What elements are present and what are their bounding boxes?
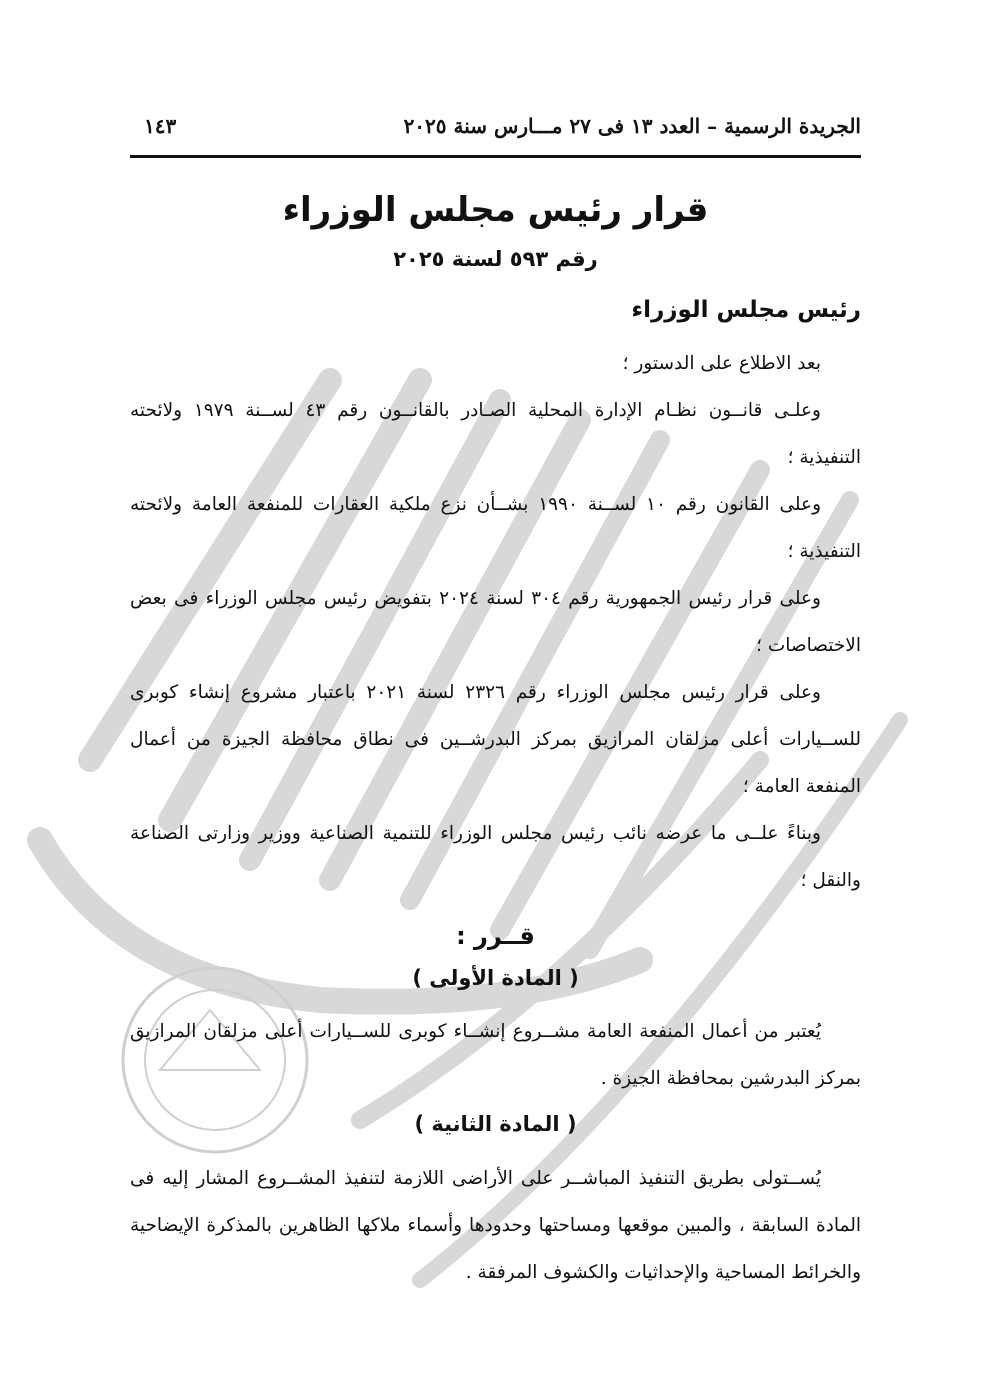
- preamble-paragraph: وعلى قرار رئيس الجمهورية رقم ٣٠٤ لسنة ٢٠٢٤ بتفويض رئيس مجلس الوزراء فى بعض الاختصاصات ؛: [130, 588, 861, 656]
- running-title: الجريدة الرسمية – العدد ١٣ فى ٢٧ مـــارس سنة ٢٠٢٥: [403, 114, 861, 138]
- article-1-text: يُعتبر من أعمال المنفعة العامة مشــروع إنشــاء كوبرى للســيارات أعلى مزلقان المرازيق بمركز البدرشين بمحافظة الجيزة .: [130, 1021, 861, 1089]
- article-1-body: [130, 1008, 861, 1102]
- page-number: ١٤٣: [144, 114, 177, 138]
- preamble-paragraph: وعلـى قانــون نظـام الإدارة المحلية الصـادر بالقانــون رقم ٤٣ لســنة ١٩٧٩ ولائحته التنفيذية ؛: [130, 400, 861, 468]
- preamble-paragraph: وعلى القانون رقم ١٠ لســنة ١٩٩٠ بشــأن نزع ملكية العقارات للمنفعة العامة ولائحته التنفيذية ؛: [130, 494, 861, 562]
- header-divider: [130, 155, 861, 158]
- preamble-paragraph: بعد الاطلاع على الدستور ؛: [622, 353, 821, 374]
- page-header: [130, 112, 861, 146]
- issuer-heading: رئيس مجلس الوزراء: [631, 297, 861, 323]
- decree-title: قرار رئيس مجلس الوزراء: [282, 190, 709, 230]
- decided-heading: قــرر :: [456, 922, 535, 950]
- article-1-title: ( المادة الأولى ): [412, 966, 579, 990]
- article-2-text: يُســتولى بطريق التنفيذ المباشــر على الأراضى اللازمة لتنفيذ المشــروع المشار إليه فى المادة السابقة ، والمبين موقعها ومساحتها وحدودها وأسماء ملاكها الظاهرين بالمذكرة الإيضاحية والخرائط المساحية والإحداثيات والكشوف المرفقة .: [130, 1168, 861, 1283]
- preamble-paragraph: وعلى قرار رئيس مجلس الوزراء رقم ٢٣٢٦ لسنة ٢٠٢١ باعتبار مشروع إنشاء كوبرى للســيارات أعلى مزلقان المرازيق بمركز البدرشــين فى نطاق محافظة الجيزة من أعمال المنفعة العامة ؛: [130, 682, 861, 797]
- article-2-title: ( المادة الثانية ): [414, 1112, 577, 1136]
- preamble-paragraph: وبناءً علــى ما عرضه نائب رئيس مجلس الوزراء للتنمية الصناعية ووزير وزارتى الصناعة والنقل ؛: [130, 823, 861, 891]
- gazette-page: [130, 0, 861, 1400]
- decree-number: رقم ٥٩٣ لسنة ٢٠٢٥: [393, 247, 598, 271]
- preamble: [130, 340, 861, 904]
- article-2-body: [130, 1155, 861, 1296]
